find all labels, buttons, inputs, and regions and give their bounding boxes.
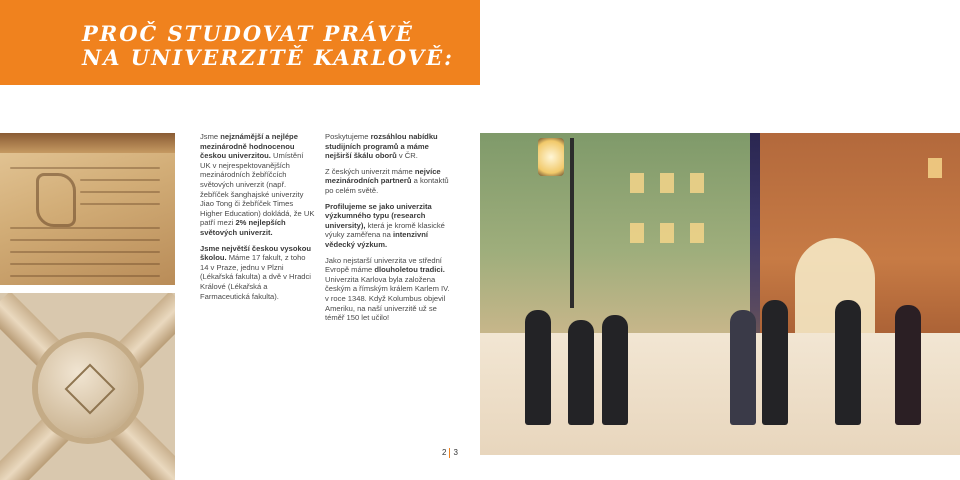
- highlight-text: Jsme největší českou vysokou školou.: [200, 243, 312, 263]
- highlight-text: rozsáhlou nabídku studijních programů a máme nejširší škálu oborů: [325, 132, 438, 161]
- body-text: a kontaktů po celém světě.: [325, 176, 449, 195]
- page-number-right: 3: [453, 448, 458, 458]
- highlight-text: intenzivní vědecký výzkum.: [325, 230, 428, 249]
- page-title: [82, 22, 454, 70]
- page-number-divider: [449, 448, 450, 458]
- highlight-text: 2% nejlepších světových univerzit.: [200, 218, 286, 237]
- highlight-text: Profilujeme se jako univerzita výzkumného typu (research university),: [325, 201, 432, 230]
- manuscript-photo: [0, 133, 175, 285]
- body-text: Jako nejstarší univerzita ve střední Evropě máme: [325, 255, 442, 275]
- body-text: v ČR.: [396, 151, 418, 161]
- body-text: která je kromě klasické výuky zaměřena na: [325, 220, 445, 240]
- text-paragraph: [325, 132, 453, 161]
- body-text: Univerzita Karlova byla založena českým a římským králem Karlem IV. v roce 1348. Když Kolumbus objevil Ameriku, na naší univerzitě už se téměř 150 let učilo!: [325, 274, 450, 323]
- page-numbers: [442, 448, 458, 458]
- text-paragraph: [200, 244, 315, 302]
- body-text: Umístění UK v nejrespektovanějších mezinárodních žebříčcích světových univerzit (např. žebříček šanghajské univerzity Jiao Tong či žebříček Times Higher Education) dokládá, že UK patří mezi: [200, 151, 315, 228]
- body-text: Poskytujeme: [325, 132, 371, 141]
- middle-text-column: [325, 132, 453, 329]
- text-paragraph: [325, 256, 453, 323]
- text-paragraph: [325, 202, 453, 250]
- highlight-text: nejznámější a nejlépe mezinárodně hodnocenou českou univerzitou.: [200, 132, 298, 161]
- text-paragraph: [200, 132, 315, 238]
- students-street-photo: [480, 133, 960, 455]
- title-banner: [0, 0, 480, 85]
- page-number-left: 2: [442, 448, 447, 458]
- left-text-column: [200, 132, 315, 307]
- text-paragraph: [325, 167, 453, 196]
- highlight-text: dlouholetou tradici.: [374, 265, 445, 275]
- vault-boss-photo: [0, 293, 175, 480]
- body-text: Z českých univerzit máme: [325, 166, 415, 176]
- body-text: Máme 17 fakult, z toho 14 v Praze, jednu v Plzni (Lékařská fakulta) a dvě v Hradci Králové (Lékařská a Farmaceutická fakulta).: [200, 253, 311, 301]
- title-line-1: PROČ STUDOVAT PRÁVĚ: [82, 21, 414, 46]
- highlight-text: nejvíce mezinárodních partnerů: [325, 166, 441, 186]
- title-line-2: NA UNIVERZITĚ KARLOVĚ:: [82, 45, 454, 70]
- body-text: Jsme: [200, 132, 221, 141]
